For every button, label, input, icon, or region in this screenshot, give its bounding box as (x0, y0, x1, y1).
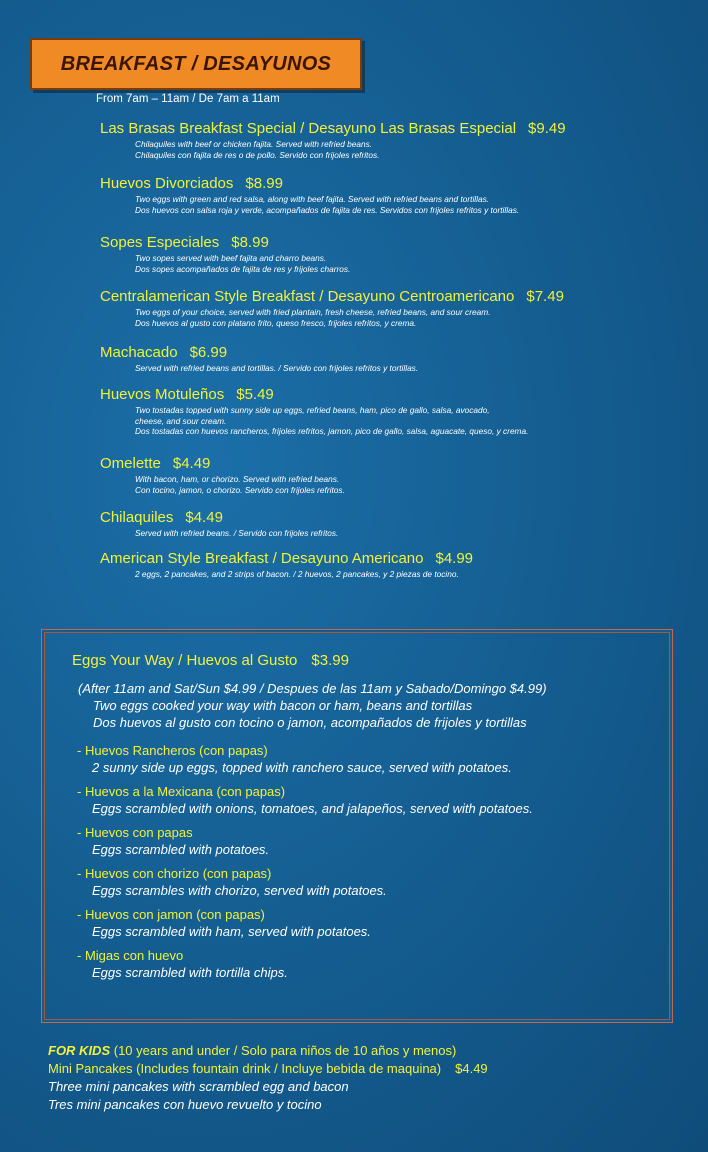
item-name: Omelette (100, 455, 161, 472)
item-price: $6.99 (189, 344, 228, 361)
item-name: Las Brasas Breakfast Special / Desayuno Las Brasas Especial (100, 120, 517, 137)
variant-name: - Huevos a la Mexicana (con papas) (77, 784, 286, 799)
item-name: Sopes Especiales (100, 234, 220, 251)
list-item (77, 906, 667, 940)
menu-item (100, 174, 680, 233)
menu-item (100, 287, 680, 343)
item-desc: Served with refried beans. / Servido con frijoles refritos. (135, 528, 339, 538)
item-price: $8.99 (245, 175, 283, 192)
item-desc: Chilaquiles with beef or chicken fajita. Served with refried beans. (135, 139, 373, 149)
item-price: $5.49 (236, 386, 274, 403)
menu-item (100, 385, 680, 454)
eggs-note (78, 680, 668, 731)
variant-name: - Huevos con papas (77, 825, 193, 840)
eggs-desc-en: Two eggs cooked your way with bacon or ham, beans and tortillas (93, 698, 473, 713)
variant-name: - Huevos con chorizo (con papas) (77, 866, 272, 881)
item-price: $7.49 (526, 288, 564, 305)
item-desc: Dos huevos al gusto con platano frito, queso fresco, frijoles refritos, y crema. (135, 317, 417, 328)
item-price: $4.99 (435, 550, 474, 567)
variant-desc: Eggs scrambled with tortilla chips. (92, 965, 288, 980)
item-desc: Dos sopes acompañados de fajita de res y frijoles charros. (135, 263, 351, 274)
section-title: BREAKFAST / DESAYUNOS (60, 52, 332, 75)
item-desc: Chilaquiles con fajita de res o de pollo. Servido con frijoles refritos. (135, 149, 380, 160)
item-price: $4.49 (185, 509, 223, 526)
menu-item (100, 119, 680, 174)
list-item (77, 824, 667, 858)
item-desc: Two tostadas topped with sunny side up eggs, refried beans, ham, pico de gallo, salsa, avocado, (135, 405, 490, 415)
item-desc: Served with refried beans and tortillas. / Servido con frijoles refritos y tortillas. (135, 363, 419, 373)
item-price: $9.49 (528, 120, 566, 137)
variant-name: - Huevos con jamon (con papas) (77, 907, 265, 922)
kids-item-name: Mini Pancakes (Includes fountain drink / Incluye bebida de maquina) (48, 1061, 442, 1076)
variant-name: - Huevos Rancheros (con papas) (77, 743, 268, 758)
item-desc: cheese, and sour cream. (135, 415, 227, 426)
eggs-price: $3.99 (311, 652, 349, 669)
item-desc: Two eggs with green and red salsa, along with beef fajita. Served with refried beans and tortillas. (135, 194, 490, 204)
menu-item (100, 343, 680, 385)
item-desc: Two sopes served with beef fajita and charro beans. (135, 253, 327, 263)
kids-age-note: (10 years and under / Solo para niños de 10 años y menos) (113, 1043, 457, 1058)
eggs-variants (77, 742, 667, 988)
variant-name: - Migas con huevo (77, 948, 184, 963)
item-name: American Style Breakfast / Desayuno Americano (100, 550, 424, 567)
menu-item (100, 454, 680, 508)
kids-desc-en: Three mini pancakes with scrambled egg and bacon (48, 1079, 349, 1094)
menu-item (100, 508, 680, 549)
variant-desc: 2 sunny side up eggs, topped with ranchero sauce, served with potatoes. (92, 760, 512, 775)
item-name: Centralamerican Style Breakfast / Desayuno Centroamericano (100, 288, 515, 305)
list-item (77, 947, 667, 981)
variant-desc: Eggs scrambled with potatoes. (92, 842, 270, 857)
item-desc: With bacon, ham, or chorizo. Served with refried beans. (135, 474, 340, 484)
list-item (77, 783, 667, 817)
hours-text: From 7am – 11am / De 7am a 11am (96, 93, 280, 105)
menu-item (100, 549, 680, 583)
kids-section (48, 1042, 668, 1114)
eggs-desc-es: Dos huevos al gusto con tocino o jamon, acompañados de frijoles y tortillas (93, 715, 527, 730)
kids-label: FOR KIDS (48, 1043, 111, 1058)
section-banner (30, 38, 362, 90)
item-desc: 2 eggs, 2 pancakes, and 2 strips of bacon. / 2 huevos, 2 pancakes, y 2 piezas de tocino. (135, 569, 459, 579)
variant-desc: Eggs scrambled with onions, tomatoes, and jalapeños, served with potatoes. (92, 801, 533, 816)
item-name: Chilaquiles (100, 509, 174, 526)
item-desc: Con tocino, jamon, o chorizo. Servido con frijoles refritos. (135, 484, 345, 495)
menu-item (100, 233, 680, 287)
variant-desc: Eggs scrambles with chorizo, served with potatoes. (92, 883, 387, 898)
item-name: Machacado (100, 344, 178, 361)
eggs-your-way-box (41, 629, 673, 1023)
item-desc: Dos huevos con salsa roja y verde, acompañados de fajita de res. Servidos con frijoles refritos y tortillas. (135, 204, 520, 215)
kids-item-price: $4.49 (455, 1061, 488, 1076)
variant-desc: Eggs scrambled with ham, served with potatoes. (92, 924, 371, 939)
eggs-pricing-note: (After 11am and Sat/Sun $4.99 / Despues de las 11am y Sabado/Domingo $4.99) (78, 681, 547, 696)
item-price: $4.49 (172, 455, 211, 472)
item-name: Huevos Motuleños (100, 386, 225, 403)
item-price: $8.99 (231, 234, 269, 251)
item-desc: Dos tostadas con huevos rancheros, frijoles refritos, jamon, pico de gallo, salsa, aguacate, queso, y crema. (135, 426, 529, 436)
list-item (77, 865, 667, 899)
item-name: Huevos Divorciados (100, 175, 234, 192)
list-item (77, 742, 667, 776)
item-desc: Two eggs of your choice, served with fried plantain, fresh cheese, refried beans, and sour cream. (135, 307, 491, 317)
kids-desc-es: Tres mini pancakes con huevo revuelto y tocino (48, 1097, 322, 1112)
eggs-name: Eggs Your Way / Huevos al Gusto (72, 652, 298, 669)
breakfast-menu-list (100, 119, 680, 583)
eggs-title (72, 652, 349, 669)
